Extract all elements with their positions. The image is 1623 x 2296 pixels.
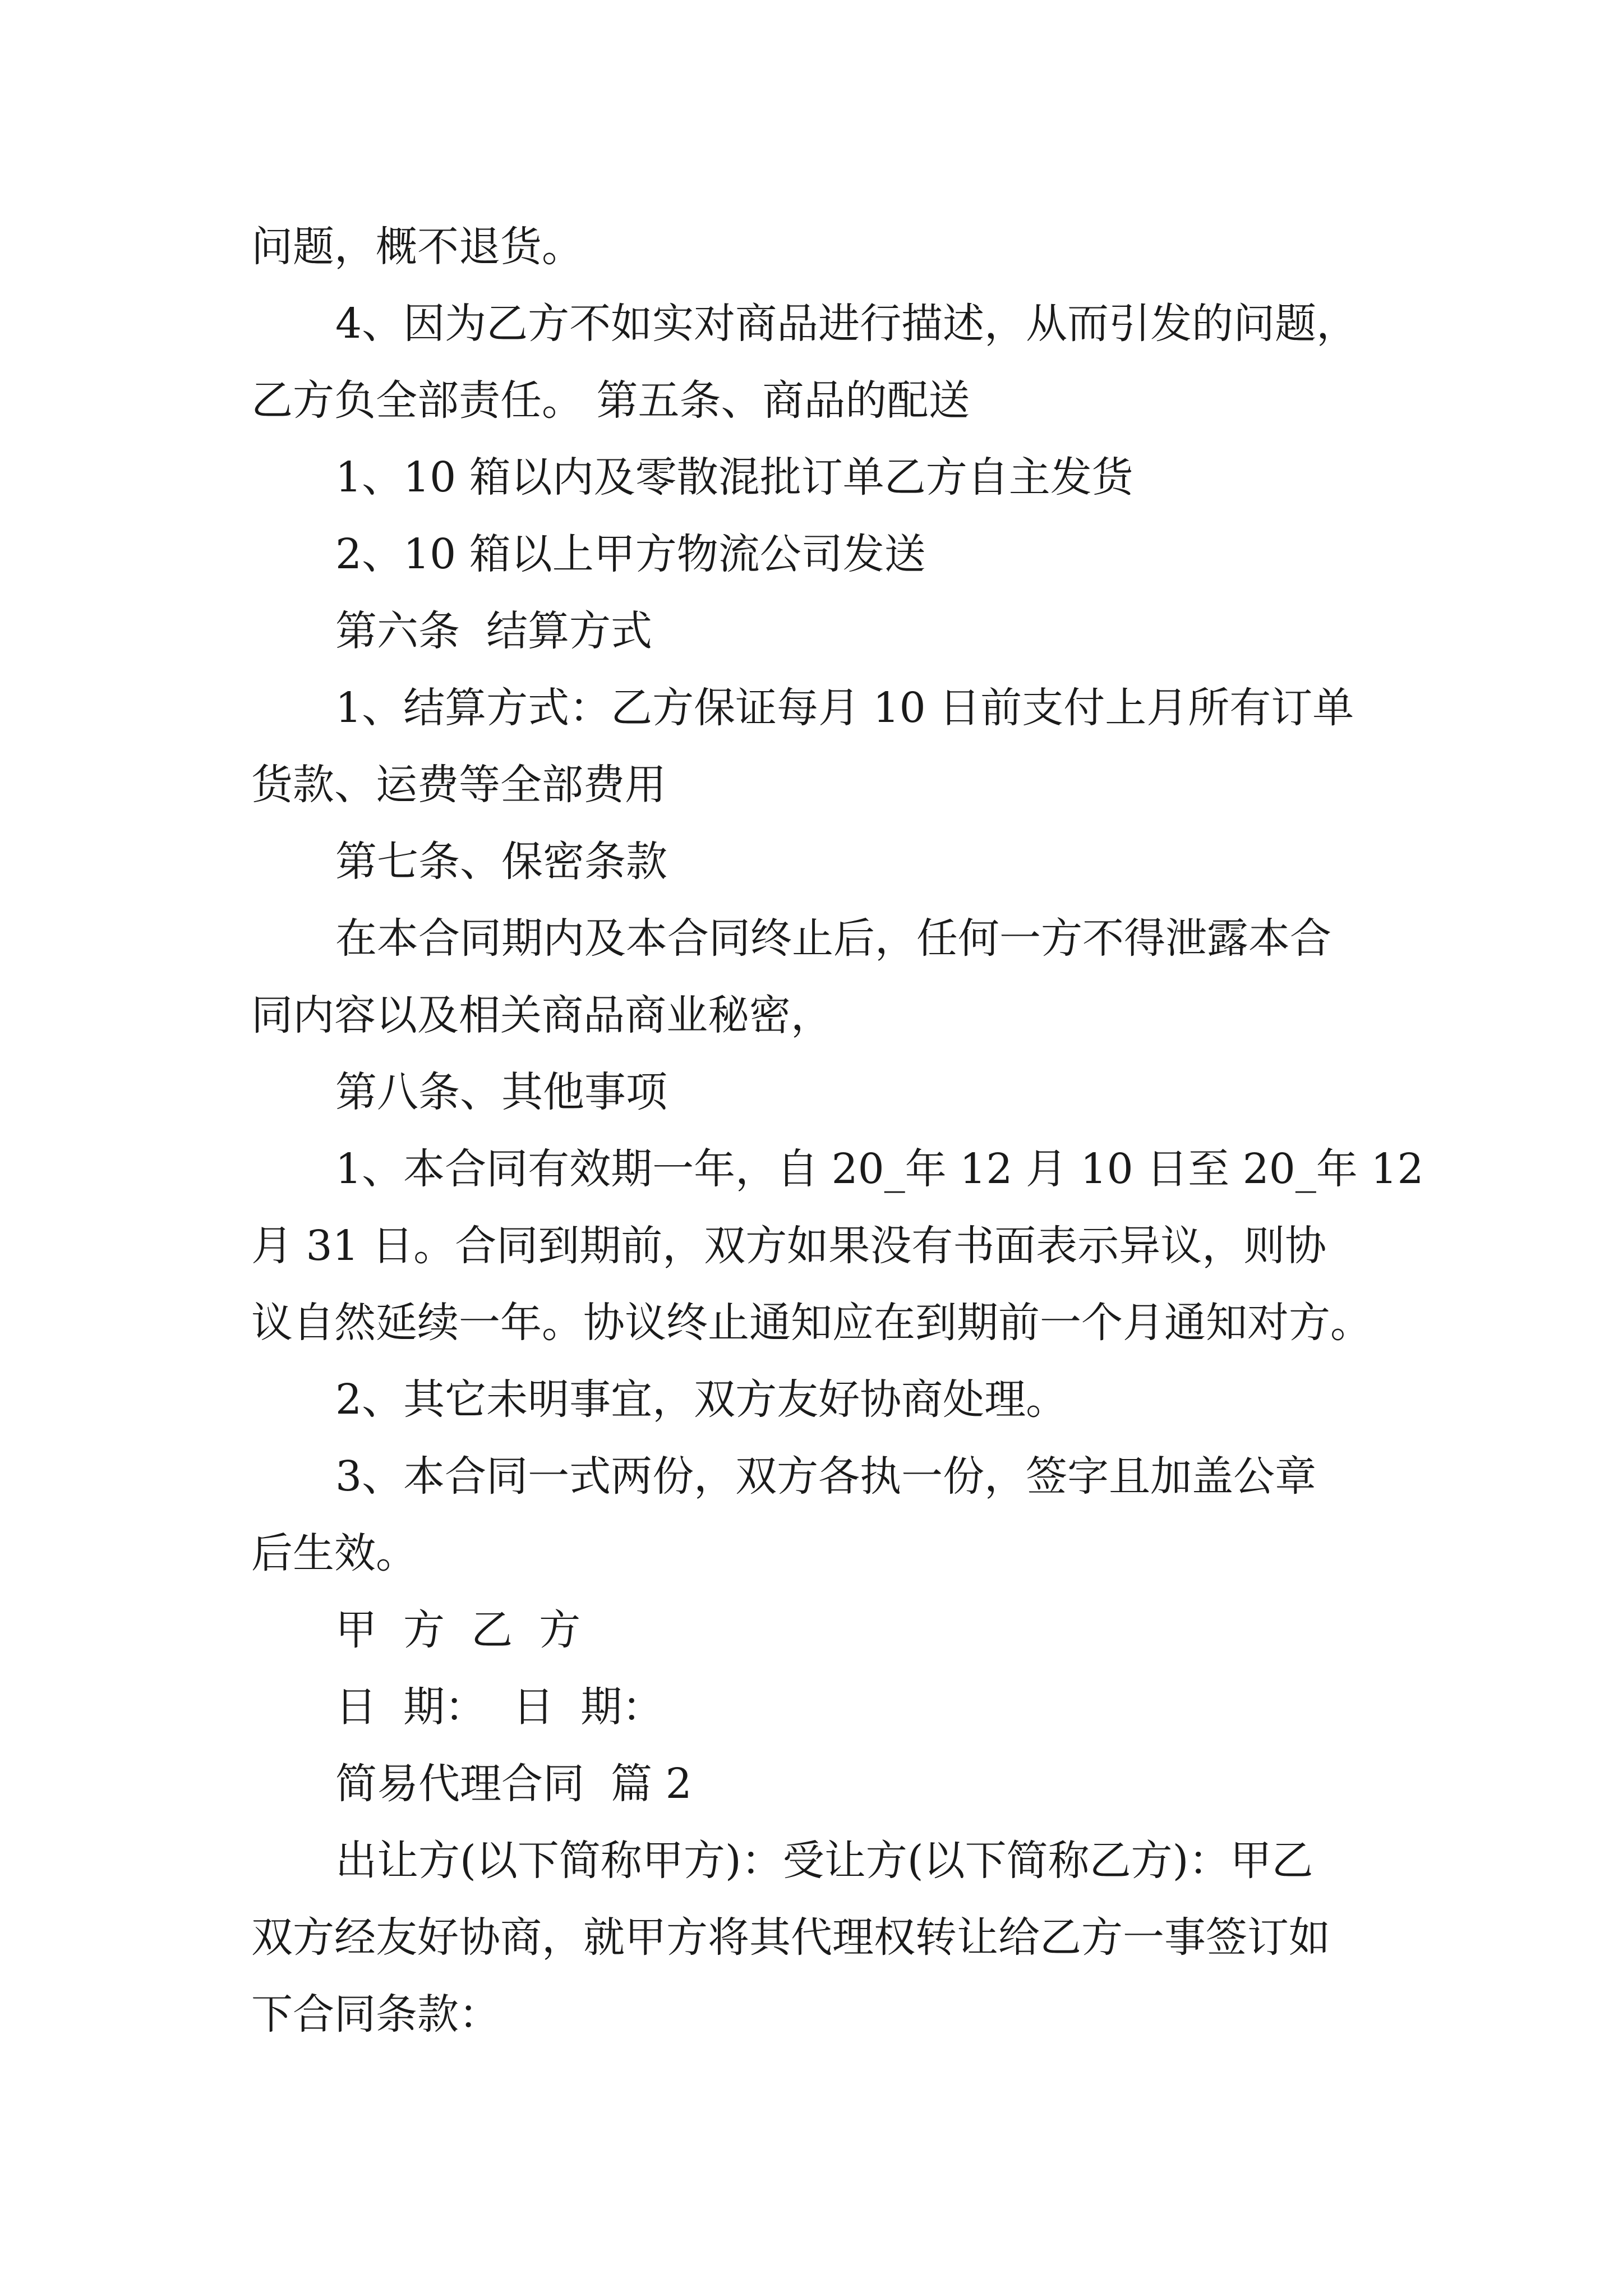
section-heading: 第六条 结算方式 xyxy=(335,607,653,655)
text-line: 问题，概不退货。 xyxy=(251,223,583,271)
text-line: 后生效。 xyxy=(251,1529,417,1577)
text-line: 在本合同期内及本合同终止后，任何一方不得泄露本合 xyxy=(335,914,1331,963)
signature-parties: 甲 方 乙 方 xyxy=(335,1606,581,1654)
section-heading: 第七条、保密条款 xyxy=(335,838,667,886)
text-line: 1、本合同有效期一年，自 20_年 12 月 10 日至 20_年 12 xyxy=(335,1145,1424,1193)
text-line: 3、本合同一式两份，双方各执一份，签字且加盖公章 xyxy=(335,1452,1317,1501)
document-body xyxy=(251,209,1424,2053)
text-line: 货款、运费等全部费用 xyxy=(251,761,666,809)
text-line: 议自然延续一年。协议终止通知应在到期前一个月通知对方。 xyxy=(251,1299,1372,1347)
text-line: 下合同条款： xyxy=(251,1990,500,2039)
signature-dates: 日 期： 日 期： xyxy=(335,1683,664,1731)
text-line: 同内容以及相关商品商业秘密， xyxy=(251,991,832,1039)
text-line: 2、其它未明事宜，双方友好协商处理。 xyxy=(335,1375,1068,1424)
text-line: 月 31 日。合同到期前，双方如果没有书面表示异议，则协 xyxy=(251,1222,1327,1270)
contract-title: 简易代理合同 篇 2 xyxy=(335,1760,692,1808)
text-line: 双方经友好协商，就甲方将其代理权转让给乙方一事签订如 xyxy=(251,1913,1330,1962)
text-line: 1、10 箱以内及零散混批订单乙方自主发货 xyxy=(335,453,1133,501)
text-line: 4、因为乙方不如实对商品进行描述，从而引发的问题， xyxy=(335,300,1358,348)
text-line: 1、结算方式：乙方保证每月 10 日前支付上月所有订单 xyxy=(335,684,1354,732)
section-heading: 第八条、其他事项 xyxy=(335,1068,667,1116)
text-line: 2、10 箱以上甲方物流公司发送 xyxy=(335,530,926,578)
text-line: 出让方(以下简称甲方)：受让方(以下简称乙方)：甲乙 xyxy=(335,1837,1313,1885)
text-line: 乙方负全部责任。 第五条、商品的配送 xyxy=(251,376,970,425)
